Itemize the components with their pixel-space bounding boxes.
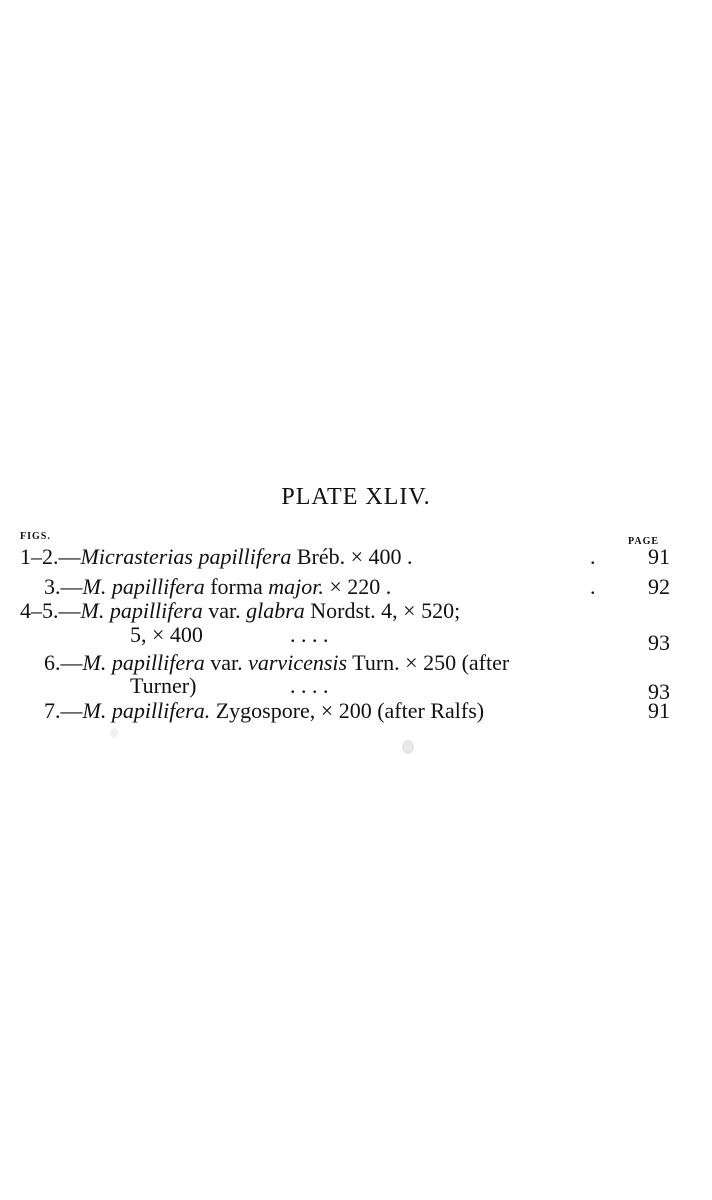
entry-text-continued: 5, × 400 xyxy=(130,622,203,647)
plate-entry-4-5 xyxy=(0,598,712,624)
variety-name: varvicensis xyxy=(248,650,348,675)
species-name: M. papillifera xyxy=(80,598,203,623)
page-number: 91 xyxy=(648,698,670,723)
entry-text: Bréb. × 400 . xyxy=(291,544,413,569)
variety-name: glabra xyxy=(246,598,305,623)
fig-number: 4–5.— xyxy=(20,598,81,623)
plate-entry-7 xyxy=(0,698,712,724)
entry-text: var. xyxy=(202,598,247,623)
fig-number: 1–2.— xyxy=(20,544,81,569)
species-name: M. papillifera xyxy=(82,650,205,675)
species-name: M. papillifera. xyxy=(82,698,211,723)
page-number: 93 xyxy=(648,630,670,655)
entry-text: Turn. × 250 (after xyxy=(347,650,510,675)
entry-text: Nordst. 4, × 520; xyxy=(304,598,461,623)
leader-dots: . xyxy=(590,544,596,569)
form-name: major. xyxy=(268,574,324,599)
page-number: 93 xyxy=(648,679,670,704)
entry-text: var. xyxy=(204,650,249,675)
entry-text: forma xyxy=(204,574,269,599)
entry-text: Zygospore, × 200 (after Ralfs) xyxy=(210,698,485,723)
fig-number: 3.— xyxy=(44,574,83,599)
fig-number: 7.— xyxy=(44,698,83,723)
plate-entry-1 xyxy=(0,544,712,570)
species-name: M. papillifera xyxy=(82,574,205,599)
entry-text-continued: Turner) xyxy=(130,673,197,698)
species-name: Micrasterias papillifera xyxy=(80,544,292,569)
page-number: 92 xyxy=(648,574,670,599)
leader-dots: . . . . xyxy=(290,622,329,647)
fig-number: 6.— xyxy=(44,650,83,675)
plate-entry-6-cont xyxy=(0,673,712,704)
stain-mark xyxy=(110,728,118,738)
plate-entry-3 xyxy=(0,574,712,600)
figs-column-header: FIGS. xyxy=(20,531,51,542)
page-number: 91 xyxy=(648,544,670,569)
leader-dots: . xyxy=(590,574,596,599)
stain-mark xyxy=(402,740,414,754)
entry-text: × 220 . xyxy=(323,574,392,599)
page-column-header: PAGE xyxy=(628,536,660,547)
leader-dots: . . . . xyxy=(290,673,329,698)
plate-title: PLATE XLIV. xyxy=(281,484,431,510)
plate-entry-4-5-cont xyxy=(0,622,712,655)
